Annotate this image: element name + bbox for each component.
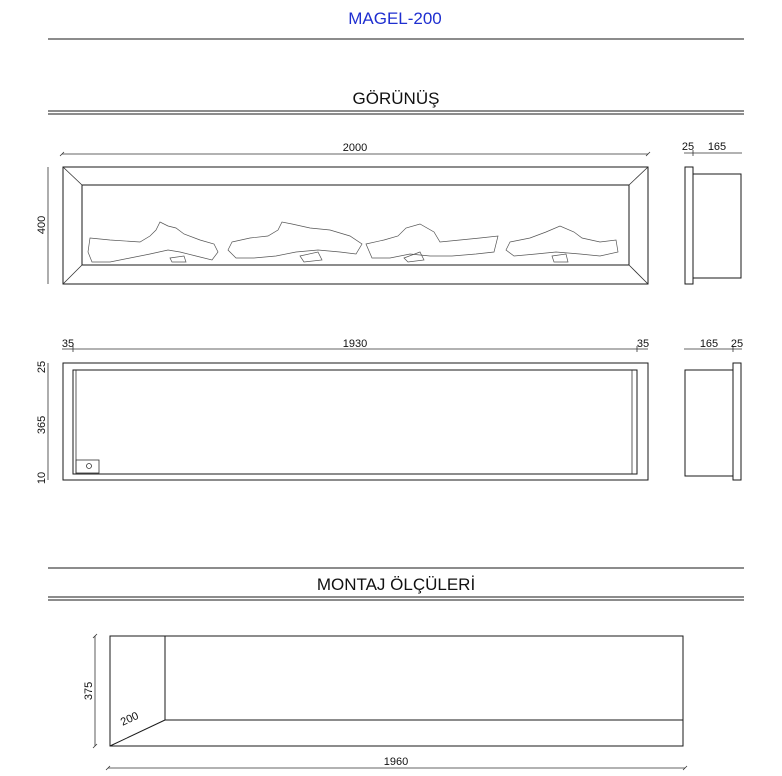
log-outline-2 <box>228 222 362 258</box>
rear-power-box <box>76 460 99 473</box>
rear-height-dim: 365 <box>36 415 48 435</box>
mount-width-dim: 1960 <box>383 756 409 768</box>
side-bottom-depth-dim: 165 <box>699 338 719 350</box>
rear-view <box>36 338 649 484</box>
view-section-heading: GÖRÜNÜŞ <box>352 89 440 108</box>
rear-outer-frame <box>63 363 648 480</box>
side-view-bottom <box>684 338 743 480</box>
rear-body <box>73 370 637 474</box>
mount-depth-dim: 200 <box>118 709 141 729</box>
side-bottom-front-frame <box>733 363 741 480</box>
ember-4 <box>552 254 568 262</box>
front-bevel-tl <box>63 167 82 185</box>
rear-middle-dim: 1930 <box>342 338 368 350</box>
side-top-front-frame <box>685 167 693 284</box>
mount-box-outer <box>110 636 683 746</box>
rear-top-dim: 25 <box>36 360 48 374</box>
rear-bottom-dim: 10 <box>36 471 48 485</box>
mount-box-depth-edge <box>110 720 165 746</box>
drawing-title: MAGEL-200 <box>348 9 442 28</box>
log-outline-4 <box>506 226 618 256</box>
ember-2 <box>300 252 322 262</box>
log-outline-3 <box>366 224 498 258</box>
mount-box <box>83 634 687 770</box>
log-outline-1 <box>88 222 218 262</box>
mount-height-dim: 375 <box>83 681 95 701</box>
front-view <box>36 142 650 284</box>
front-bevel-tr <box>629 167 648 185</box>
front-bevel-bl <box>63 265 82 284</box>
front-bevel-br <box>629 265 648 284</box>
power-socket-icon <box>87 464 92 469</box>
front-height-dim: 400 <box>36 215 48 235</box>
rear-left-dim: 35 <box>61 338 75 350</box>
side-bottom-body <box>685 370 733 476</box>
front-width-dim: 2000 <box>342 142 368 154</box>
side-bottom-frame-dim: 25 <box>730 338 744 350</box>
side-top-depth-dim: 165 <box>707 141 727 153</box>
ember-1 <box>170 256 186 262</box>
side-view-top <box>682 141 742 284</box>
ember-3 <box>404 252 424 262</box>
side-top-body <box>693 174 741 278</box>
mount-section-heading: MONTAJ ÖLÇÜLERİ <box>316 575 476 594</box>
side-top-frame-dim: 25 <box>681 141 695 153</box>
rear-right-dim: 35 <box>636 338 650 350</box>
